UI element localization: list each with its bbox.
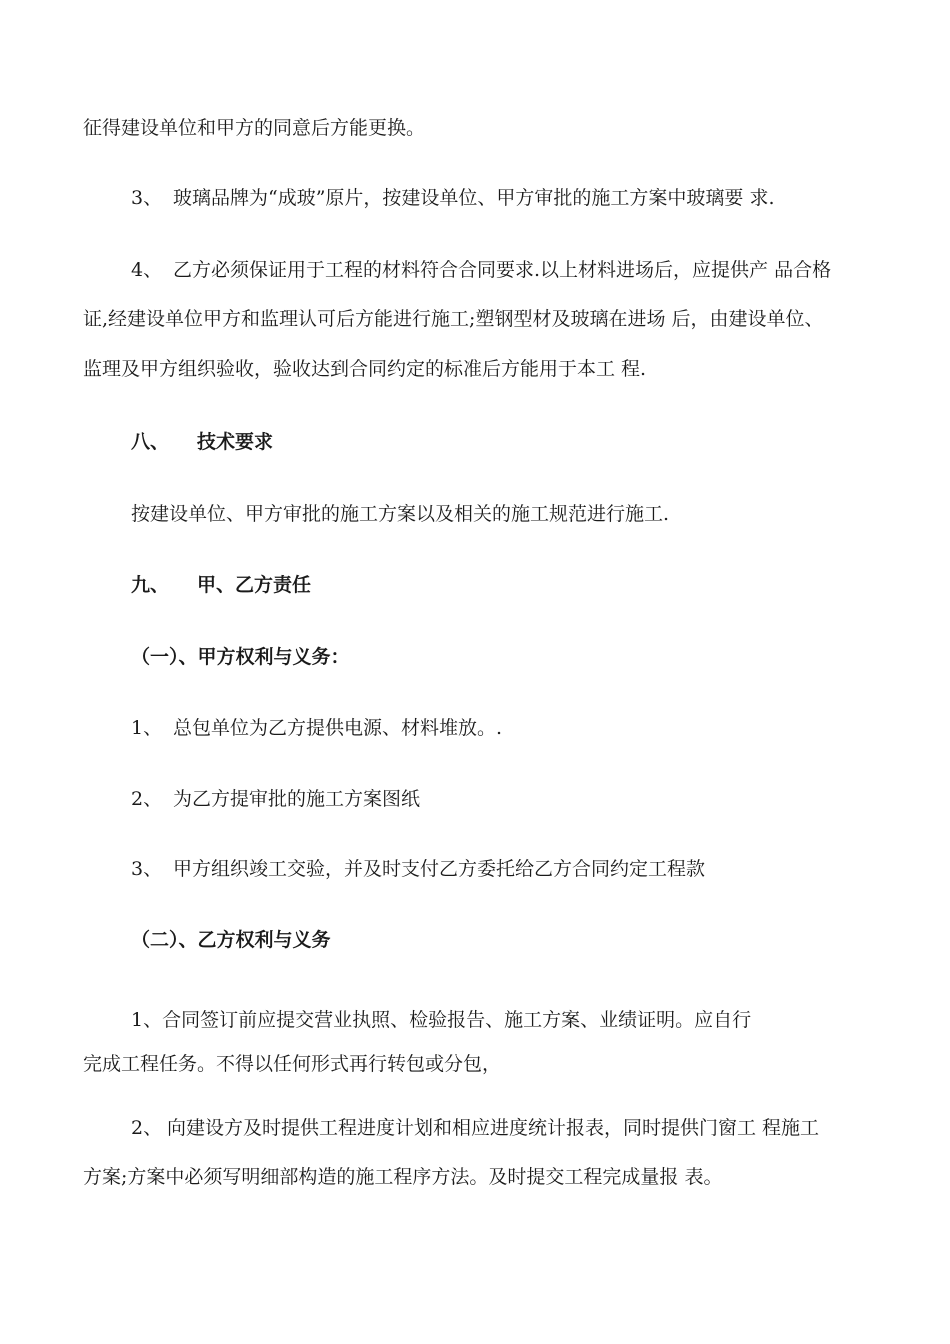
- item-number: 3、: [131, 187, 163, 209]
- item-text: 玻璃品牌为“成玻”原片，按建设单位、甲方审批的施工方案中玻璃要 求.: [173, 187, 775, 209]
- item-number: 2、: [131, 788, 163, 810]
- list-item-4-line2: 证,经建设单位甲方和监理认可后方能进行施工;塑钢型材及玻璃在进场 后，由建设单位、: [83, 308, 824, 330]
- paragraph-continuation: 征得建设单位和甲方的同意后方能更换。: [83, 117, 426, 139]
- item-number: 3、: [131, 858, 163, 880]
- party-a-item-2: [131, 787, 420, 811]
- party-b-item-2-line2: 方案;方案中必须写明细部构造的施工程序方法。及时提交工程完成量报 表。: [83, 1166, 723, 1188]
- item-number: 4、: [131, 259, 163, 281]
- party-a-item-1: [131, 716, 502, 740]
- party-b-item-2-line1: [131, 1116, 819, 1140]
- list-item-4-line3: 监理及甲方组织验收，验收达到合同约定的标准后方能用于本工 程.: [83, 358, 647, 380]
- item-text: 为乙方提审批的施工方案图纸: [173, 788, 421, 810]
- list-item-3: [131, 186, 775, 210]
- item-text: 总包单位为乙方提供电源、材料堆放。.: [173, 717, 503, 739]
- list-item-4-line1: [131, 258, 831, 282]
- item-text: 甲方组织竣工交验，并及时支付乙方委托给乙方合同约定工程款: [173, 858, 706, 880]
- subsection-heading-2: （二）、乙方权利与义务: [131, 929, 331, 951]
- section-number: 九、: [131, 574, 170, 596]
- item-text: 乙方必须保证用于工程的材料符合合同要求.以上材料进场后，应提供产 品合格: [173, 259, 832, 281]
- section-title: 技术要求: [197, 431, 274, 453]
- item-text: 向建设方及时提供工程进度计划和相应进度统计报表，同时提供门窗工 程施工: [167, 1117, 820, 1139]
- section-number: 八、: [131, 431, 170, 453]
- party-b-item-1-line2: 完成工程任务。不得以任何形式再行转包或分包，: [83, 1053, 502, 1075]
- item-number: 2、: [131, 1117, 163, 1139]
- party-a-item-3: [131, 857, 705, 881]
- section-8-body: 按建设单位、甲方审批的施工方案以及相关的施工规范进行施工.: [131, 503, 670, 525]
- section-heading-9: [131, 573, 311, 597]
- section-title: 甲、乙方责任: [197, 574, 312, 596]
- item-number: 1、: [131, 717, 163, 739]
- party-b-item-1-line1: 1、合同签订前应提交营业执照、检验报告、施工方案、业绩证明。应自行: [131, 1009, 752, 1031]
- subsection-heading-1: （一）、甲方权利与义务：: [131, 646, 350, 668]
- section-heading-8: [131, 430, 273, 454]
